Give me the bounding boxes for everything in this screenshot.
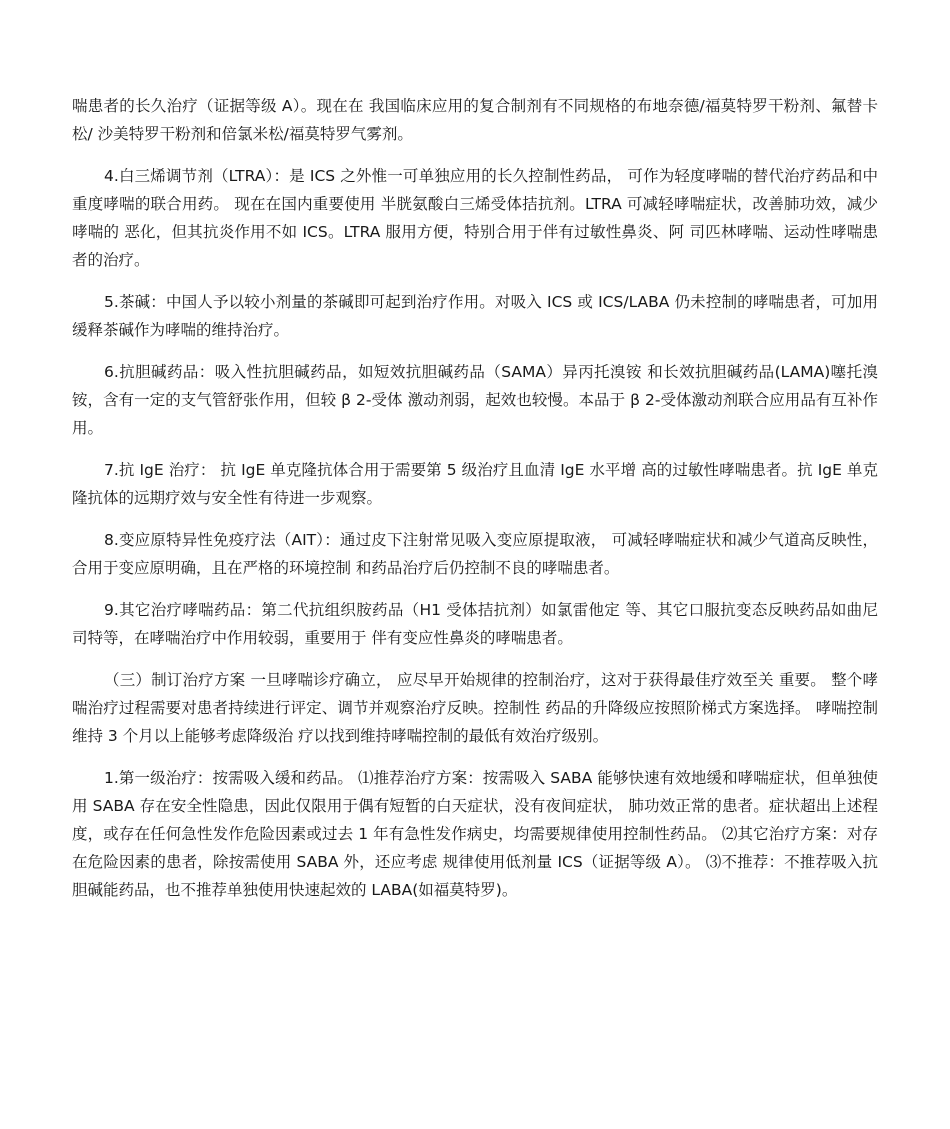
paragraph-other-drugs: 9.其它治疗哮喘药品：第二代抗组织胺药品（H1 受体拮抗剂）如氯雷他定 等、其它口服抗变态反映药品如曲尼司特等，在哮喘治疗中作用较弱，重要用于 伴有变应性鼻炎的哮喘患者。: [72, 601, 878, 647]
paragraph-step-one: 1.第一级治疗：按需吸入缓和药品。 ⑴推荐治疗方案：按需吸入 SABA 能够快速有效地缓和哮喘症状，但单独使 用 SABA 存在安全性隐患，因此仅限用于偶有短暂的白天症状，没有夜间症状， 肺功效正常的患者。症状超出上述程度，或存在任何急性发作危险因素或过去 1 年有急性发作病史，均需要规律使用控制性药品。 ⑵其它治疗方案：对存在危险因素的患者，除按需使用 SABA 外，还应考虑 规律使用低剂量 ICS（证据等级 A）。 ⑶不推荐：不推荐吸入抗胆碱能药品，也不推荐单独使用快速起效的 LABA(如福莫特罗)。: [72, 769, 878, 899]
paragraph-combination-formulations: 喘患者的长久治疗（证据等级 A）。现在在 我国临床应用的复合制剂有不同规格的布地奈德/福莫特罗干粉剂、氟替卡松/ 沙美特罗干粉剂和倍氯米松/福莫特罗气雾剂。: [72, 97, 878, 143]
paragraph-anti-ige: 7.抗 IgE 治疗： 抗 IgE 单克隆抗体合用于需要第 5 级治疗且血清 IgE 水平增 高的过敏性哮喘患者。抗 IgE 单克隆抗体的远期疗效与安全性有待进一步观察。: [72, 461, 878, 507]
paragraph-treatment-plan: （三）制订治疗方案 一旦哮喘诊疗确立， 应尽早开始规律的控制治疗，这对于获得最佳疗效至关 重要。 整个哮喘治疗过程需要对患者持续进行评定、调节并观察治疗反映。控制性 药品的升降级应按照阶梯式方案选择。 哮喘控制维持 3 个月以上能够考虑降级治 疗以找到维持哮喘控制的最低有效治疗级别。: [72, 671, 878, 745]
paragraph-theophylline: 5.茶碱：中国人予以较小剂量的茶碱即可起到治疗作用。对吸入 ICS 或 ICS/LABA 仍未控制的哮喘患者，可加用缓释茶碱作为哮喘的维持治疗。: [72, 293, 878, 339]
paragraph-ait: 8.变应原特异性免疫疗法（AIT）：通过皮下注射常见吸入变应原提取液， 可减轻哮喘症状和减少气道高反映性，合用于变应原明确，且在严格的环境控制 和药品治疗后仍控制不良的哮喘患者。: [72, 531, 878, 577]
paragraph-ltra: 4.白三烯调节剂（LTRA）：是 ICS 之外惟一可单独应用的长久控制性药品， 可作为轻度哮喘的替代治疗药品和中重度哮喘的联合用药。 现在在国内重要使用 半胱氨酸白三烯受体拮抗剂。LTRA 可减轻哮喘症状，改善肺功效，减少哮喘的 恶化，但其抗炎作用不如 ICS。LTRA 服用方便，特别合用于伴有过敏性鼻炎、阿 司匹林哮喘、运动性哮喘患者的治疗。: [72, 167, 878, 269]
paragraph-anticholinergics: 6.抗胆碱药品：吸入性抗胆碱药品，如短效抗胆碱药品（SAMA）异丙托溴铵 和长效抗胆碱药品(LAMA)噻托溴铵，含有一定的支气管舒张作用，但较 β 2-受体 激动剂弱，起效也较慢。本品于 β 2-受体激动剂联合应用品有互补作用。: [72, 363, 878, 437]
document-body: [72, 92, 878, 918]
